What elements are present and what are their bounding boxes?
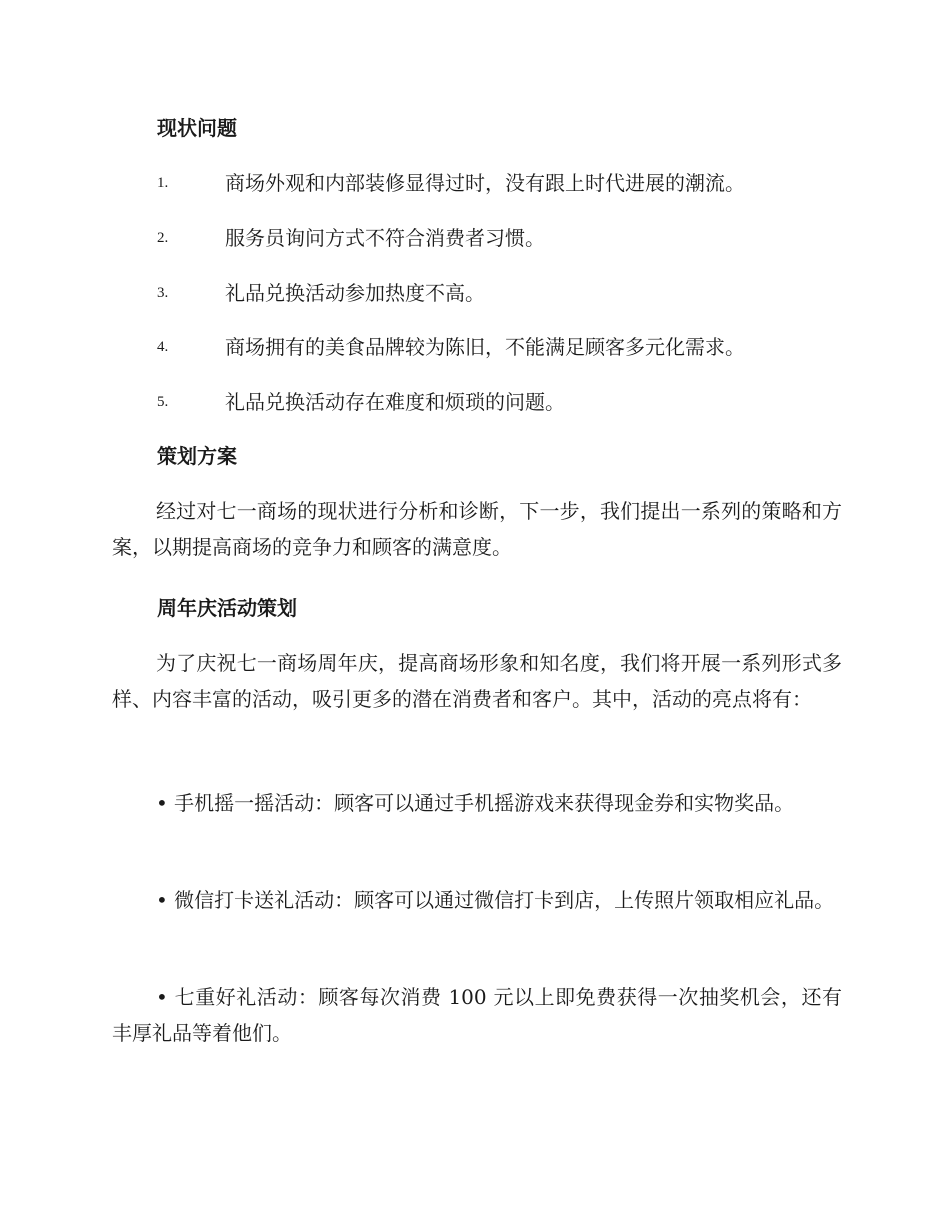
list-item-number: 2. [157,230,169,246]
paragraph-planning-intro: 经过对七一商场的现状进行分析和诊断，下一步，我们提出一系列的策略和方案，以期提高商场的竞争力和顾客的满意度。 [112,499,842,559]
section-heading-status-problems: 现状问题 [157,116,237,140]
list-item-text: 服务员询问方式不符合消费者习惯。 [225,226,545,250]
paragraph-anniversary-intro: 为了庆祝七一商场周年庆，提高商场形象和知名度，我们将开展一系列形式多样、内容丰富的活动，吸引更多的潜在消费者和客户。其中，活动的亮点将有： [112,651,842,711]
list-item-text: 礼品兑换活动参加热度不高。 [225,281,485,305]
list-item-number: 3. [157,285,169,301]
list-item-number: 4. [157,339,169,355]
section-heading-anniversary-plan: 周年庆活动策划 [157,596,297,620]
bullet-item-shake-activity: • 手机摇一摇活动：顾客可以通过手机摇游戏来获得现金券和实物奖品。 [156,791,795,815]
bullet-item-wechat-checkin: • 微信打卡送礼活动：顾客可以通过微信打卡到店，上传照片领取相应礼品。 [156,888,835,912]
list-item-number: 1. [157,175,169,191]
list-item-text: 礼品兑换活动存在难度和烦琐的问题。 [225,390,565,414]
section-heading-planning-proposal: 策划方案 [157,444,237,468]
list-item-number: 5. [157,394,169,410]
list-item-text: 商场外观和内部装修显得过时，没有跟上时代进展的潮流。 [225,171,745,195]
bullet-item-seven-gifts: • 七重好礼活动：顾客每次消费 100 元以上即免费获得一次抽奖机会，还有丰厚礼品等着他们。 [112,985,842,1045]
list-item-text: 商场拥有的美食品牌较为陈旧，不能满足顾客多元化需求。 [225,335,745,359]
